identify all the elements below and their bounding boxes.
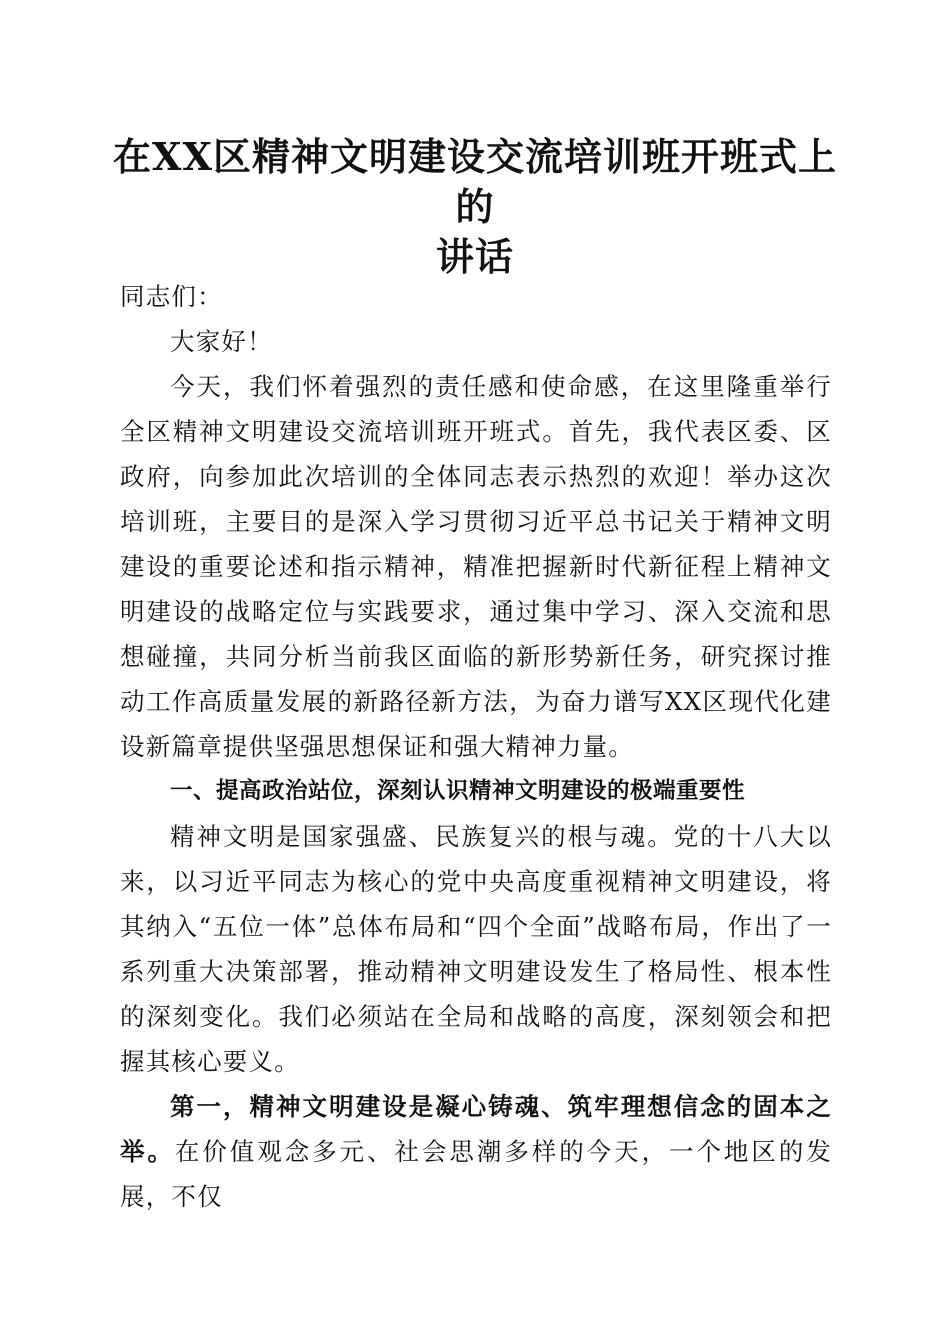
section-one-heading: 一、提高政治站位，深刻认识精神文明建设的极端重要性 [170, 778, 746, 804]
section-one-paragraph: 精神文明是国家强盛、民族复兴的根与魂。党的十八大以来，以习近平同志为核心的党中央高度重视精神文明建设，将其纳入“五位一体”总体布局和“四个全面”战略布局，作出了一系列重大决策部署，推动精神文明建设发生了格局性、根本性的深刻变化。我们必须站在全局和战略的高度，深刻领会和把握其核心要义。 [120, 822, 832, 1076]
title-line-2: 讲话 [435, 234, 514, 279]
document-body [120, 274, 832, 1219]
point-one-text: 在价值观念多元、社会思潮多样的今天，一个地区的发展，不仅 [120, 1137, 832, 1211]
greeting: 大家好！ [170, 327, 273, 356]
salutation: 同志们： [120, 282, 223, 311]
title-line-1: 在XX区精神文明建设交流培训班开班式上的 [113, 134, 837, 229]
point-one-lead: 第一，精神文明建设是凝心铸魂、筑牢理想信念的固本之举。 [120, 1092, 832, 1166]
point-one-paragraph [120, 1084, 832, 1219]
document-title [100, 132, 850, 282]
intro-paragraph: 今天，我们怀着强烈的责任感和使命感，在这里隆重举行全区精神文明建设交流培训班开班式。首先，我代表区委、区政府，向参加此次培训的全体同志表示热烈的欢迎！举办这次培训班，主要目的是深入学习贯彻习近平总书记关于精神文明建设的重要论述和指示精神，精准把握新时代新征程上精神文明建设的战略定位与实践要求，通过集中学习、深入交流和思想碰撞，共同分析当前我区面临的新形势新任务，研究探讨推动工作高质量发展的新路径新方法，为奋力谱写XX区现代化建设新篇章提供坚强思想保证和强大精神力量。 [120, 372, 832, 761]
